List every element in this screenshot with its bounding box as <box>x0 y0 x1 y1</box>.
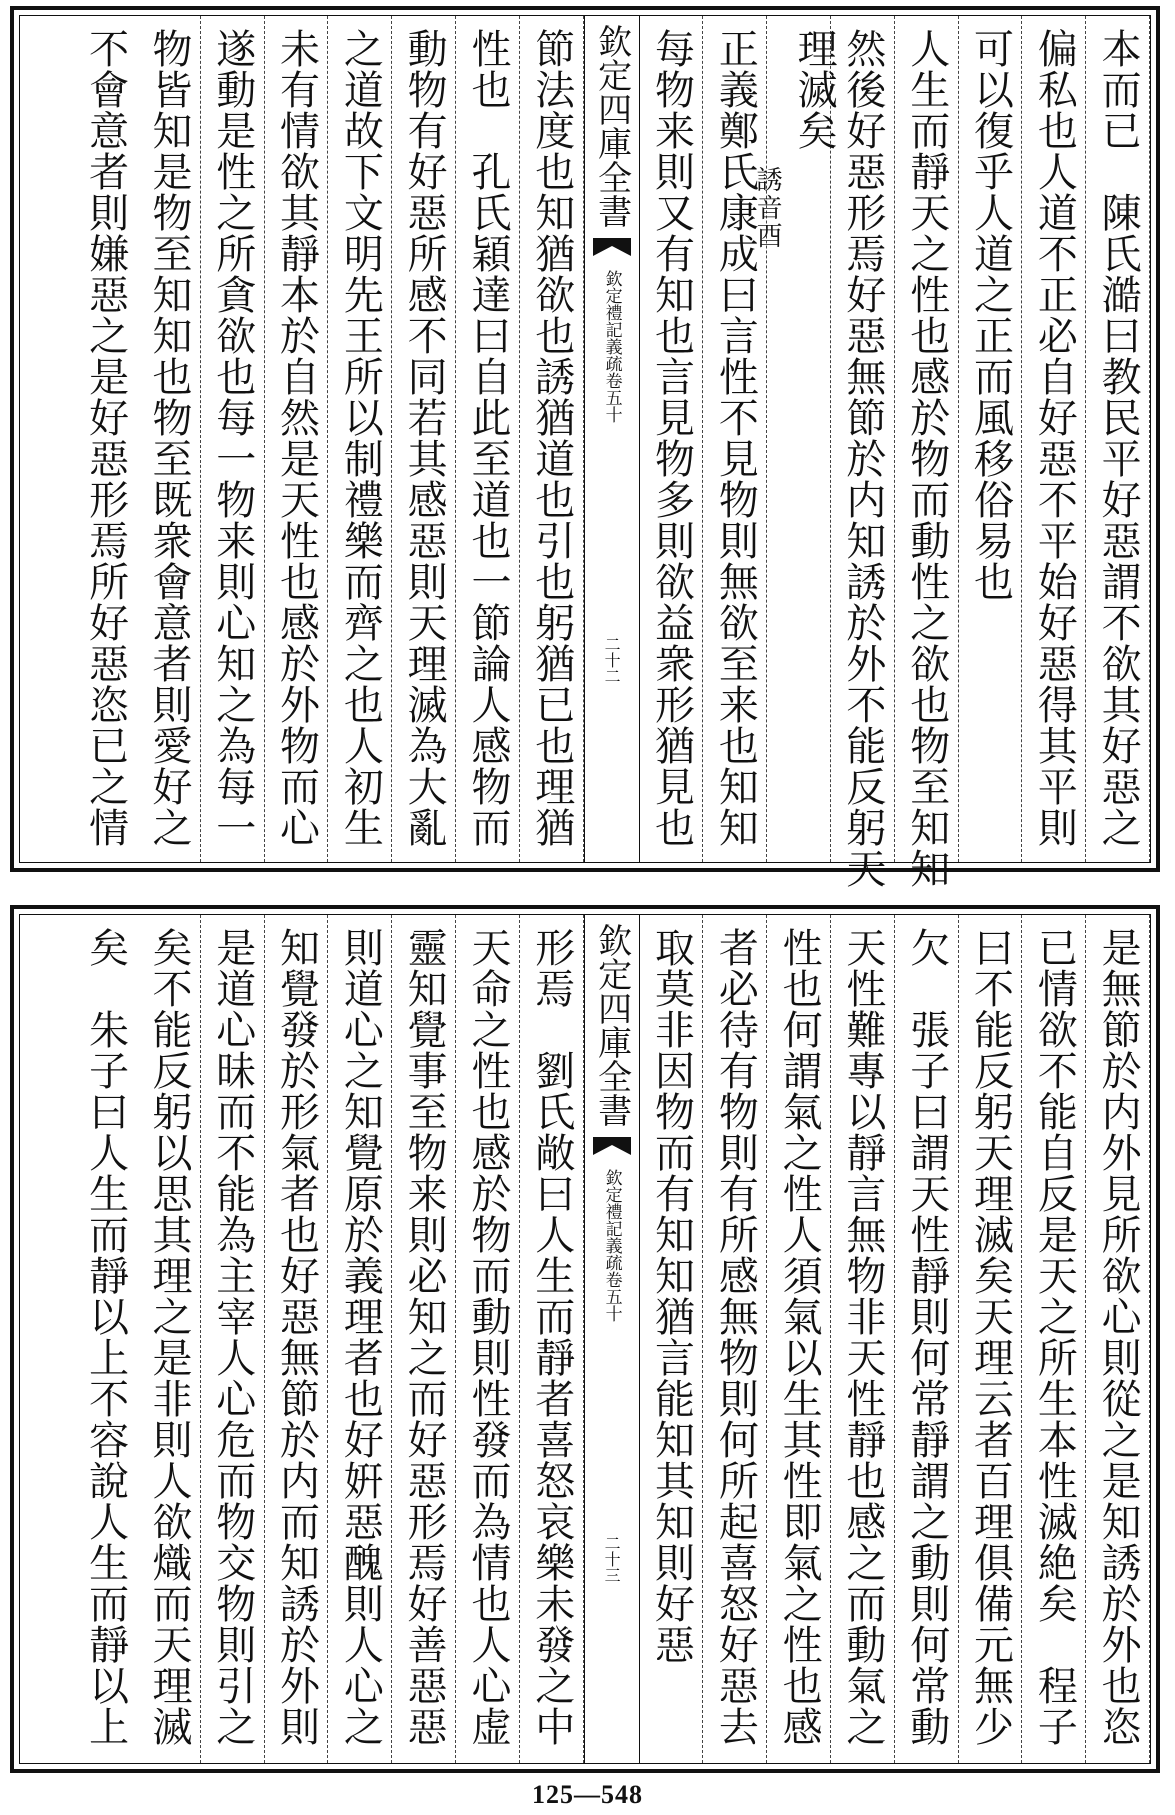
bottom-columns <box>20 915 1150 1763</box>
text-column: 動物有好惡所感不同若其感惡則天理滅為大亂 <box>392 16 456 862</box>
text-column: 者必待有物則有所感無物則何所起喜怒好惡去 <box>703 915 767 1763</box>
volume-label: 卷五十 <box>601 372 622 423</box>
bottom-page <box>10 905 1160 1773</box>
text-column: 物皆知是物至知知也物至既衆會意者則愛好之 <box>137 16 201 862</box>
book-title: 欽定禮記義疏 <box>601 1169 622 1271</box>
text-column: 理滅矣 誘音酉 <box>767 16 831 862</box>
top-columns <box>20 16 1150 889</box>
text-column: 靈知覺事至物来則必知之而好惡形焉好善惡惡 <box>392 915 456 1763</box>
text-column: 是道心昧而不能為主宰人心危而物交物則引之 <box>201 915 265 1763</box>
page-footer-number: 125—548 <box>532 1780 643 1809</box>
bottom-page-frame <box>19 914 1151 1764</box>
text-column: 不會意者則嫌惡之是好惡形焉所好惡恣已之情 <box>82 28 129 848</box>
text-column: 矣 朱子曰人生而靜以上不容說人生而靜以上 <box>82 927 129 1747</box>
text-column: 天命之性也感於物而動則性發而為情也人心虚 <box>456 915 520 1763</box>
fishtail-mark-icon <box>593 1133 631 1159</box>
text-column: 偏私也人道不正必自好惡不平始好惡得其平則 <box>1022 16 1086 862</box>
text-column: 正義鄭氏康成曰言性不見物則無欲至来也知知 <box>703 16 767 862</box>
center-margin <box>584 16 640 862</box>
text-column: 之道故下文明先王所以制禮樂而齊之也人初生 <box>328 16 392 862</box>
text-column: 每物来則又有知也言見物多則欲益衆形猶見也 <box>640 16 704 862</box>
text-column: 取莫非因物而有知知猶言能知其知則好惡 <box>640 915 704 1763</box>
text-column: 形焉 劉氏敞曰人生而靜者喜怒哀樂未發之中 <box>520 915 584 1763</box>
text-column: 曰不能反躬天理滅矣天理云者百理俱備元無少 <box>959 915 1023 1763</box>
text-column: 知覺發於形氣者也好惡無節於内而知誘於外則 <box>265 915 329 1763</box>
top-page-frame <box>19 15 1151 889</box>
pronunciation-note: 誘音酉 <box>752 166 783 250</box>
volume-label: 卷五十 <box>601 1271 622 1322</box>
text-column: 性也何謂氣之性人須氣以生其性即氣之性也感 <box>767 915 831 1763</box>
fishtail-mark-icon <box>593 234 631 260</box>
text-column: 已情欲不能自反是天之所生本性滅絶矣 程子 <box>1022 915 1086 1763</box>
top-page <box>10 6 1160 889</box>
center-margin <box>584 915 640 1763</box>
text-column: 天性難專以靜言無物非天性靜也感之而動氣之 <box>831 915 895 1763</box>
text-column: 矣不能反躬以思其理之是非則人欲熾而天理滅 <box>137 915 201 1763</box>
text-column: 遂動是性之所貪欲也每一物来則心知之為每一 <box>201 16 265 862</box>
text-column: 節法度也知猶欲也誘猶道也引也躬猶已也理猶 <box>520 16 584 862</box>
text-column: 性也 孔氏穎達曰自此至道也一節論人感物而 <box>456 16 520 862</box>
text-column: 欠 張子曰謂天性靜則何常靜謂之動則何常動 <box>895 915 959 1763</box>
text-column: 本而已 陳氏澔曰教民平好惡謂不欲其好惡之 <box>1086 16 1150 862</box>
text-column: 人生而靜天之性也感於物而動性之欲也物至知知 <box>895 16 959 862</box>
text-column: 然後好惡形焉好惡無節於内知誘於外不能反躬天 <box>831 16 895 862</box>
text-column: 是無節於内外見所欲心則從之是知誘於外也恣 <box>1086 915 1150 1763</box>
text-column: 則道心之知覺原於義理者也好姸惡醜則人心之 <box>328 915 392 1763</box>
text-column: 可以復乎人道之正而風移俗易也 <box>959 16 1023 862</box>
page-number: 二十三 <box>602 1535 622 1583</box>
collection-title: 欽定四庫全書 <box>591 24 632 228</box>
page-number: 二十二 <box>602 636 622 684</box>
collection-title: 欽定四庫全書 <box>591 923 632 1127</box>
text-column: 未有情欲其靜本於自然是天性也感於外物而心 <box>265 16 329 862</box>
book-title: 欽定禮記義疏 <box>601 270 622 372</box>
